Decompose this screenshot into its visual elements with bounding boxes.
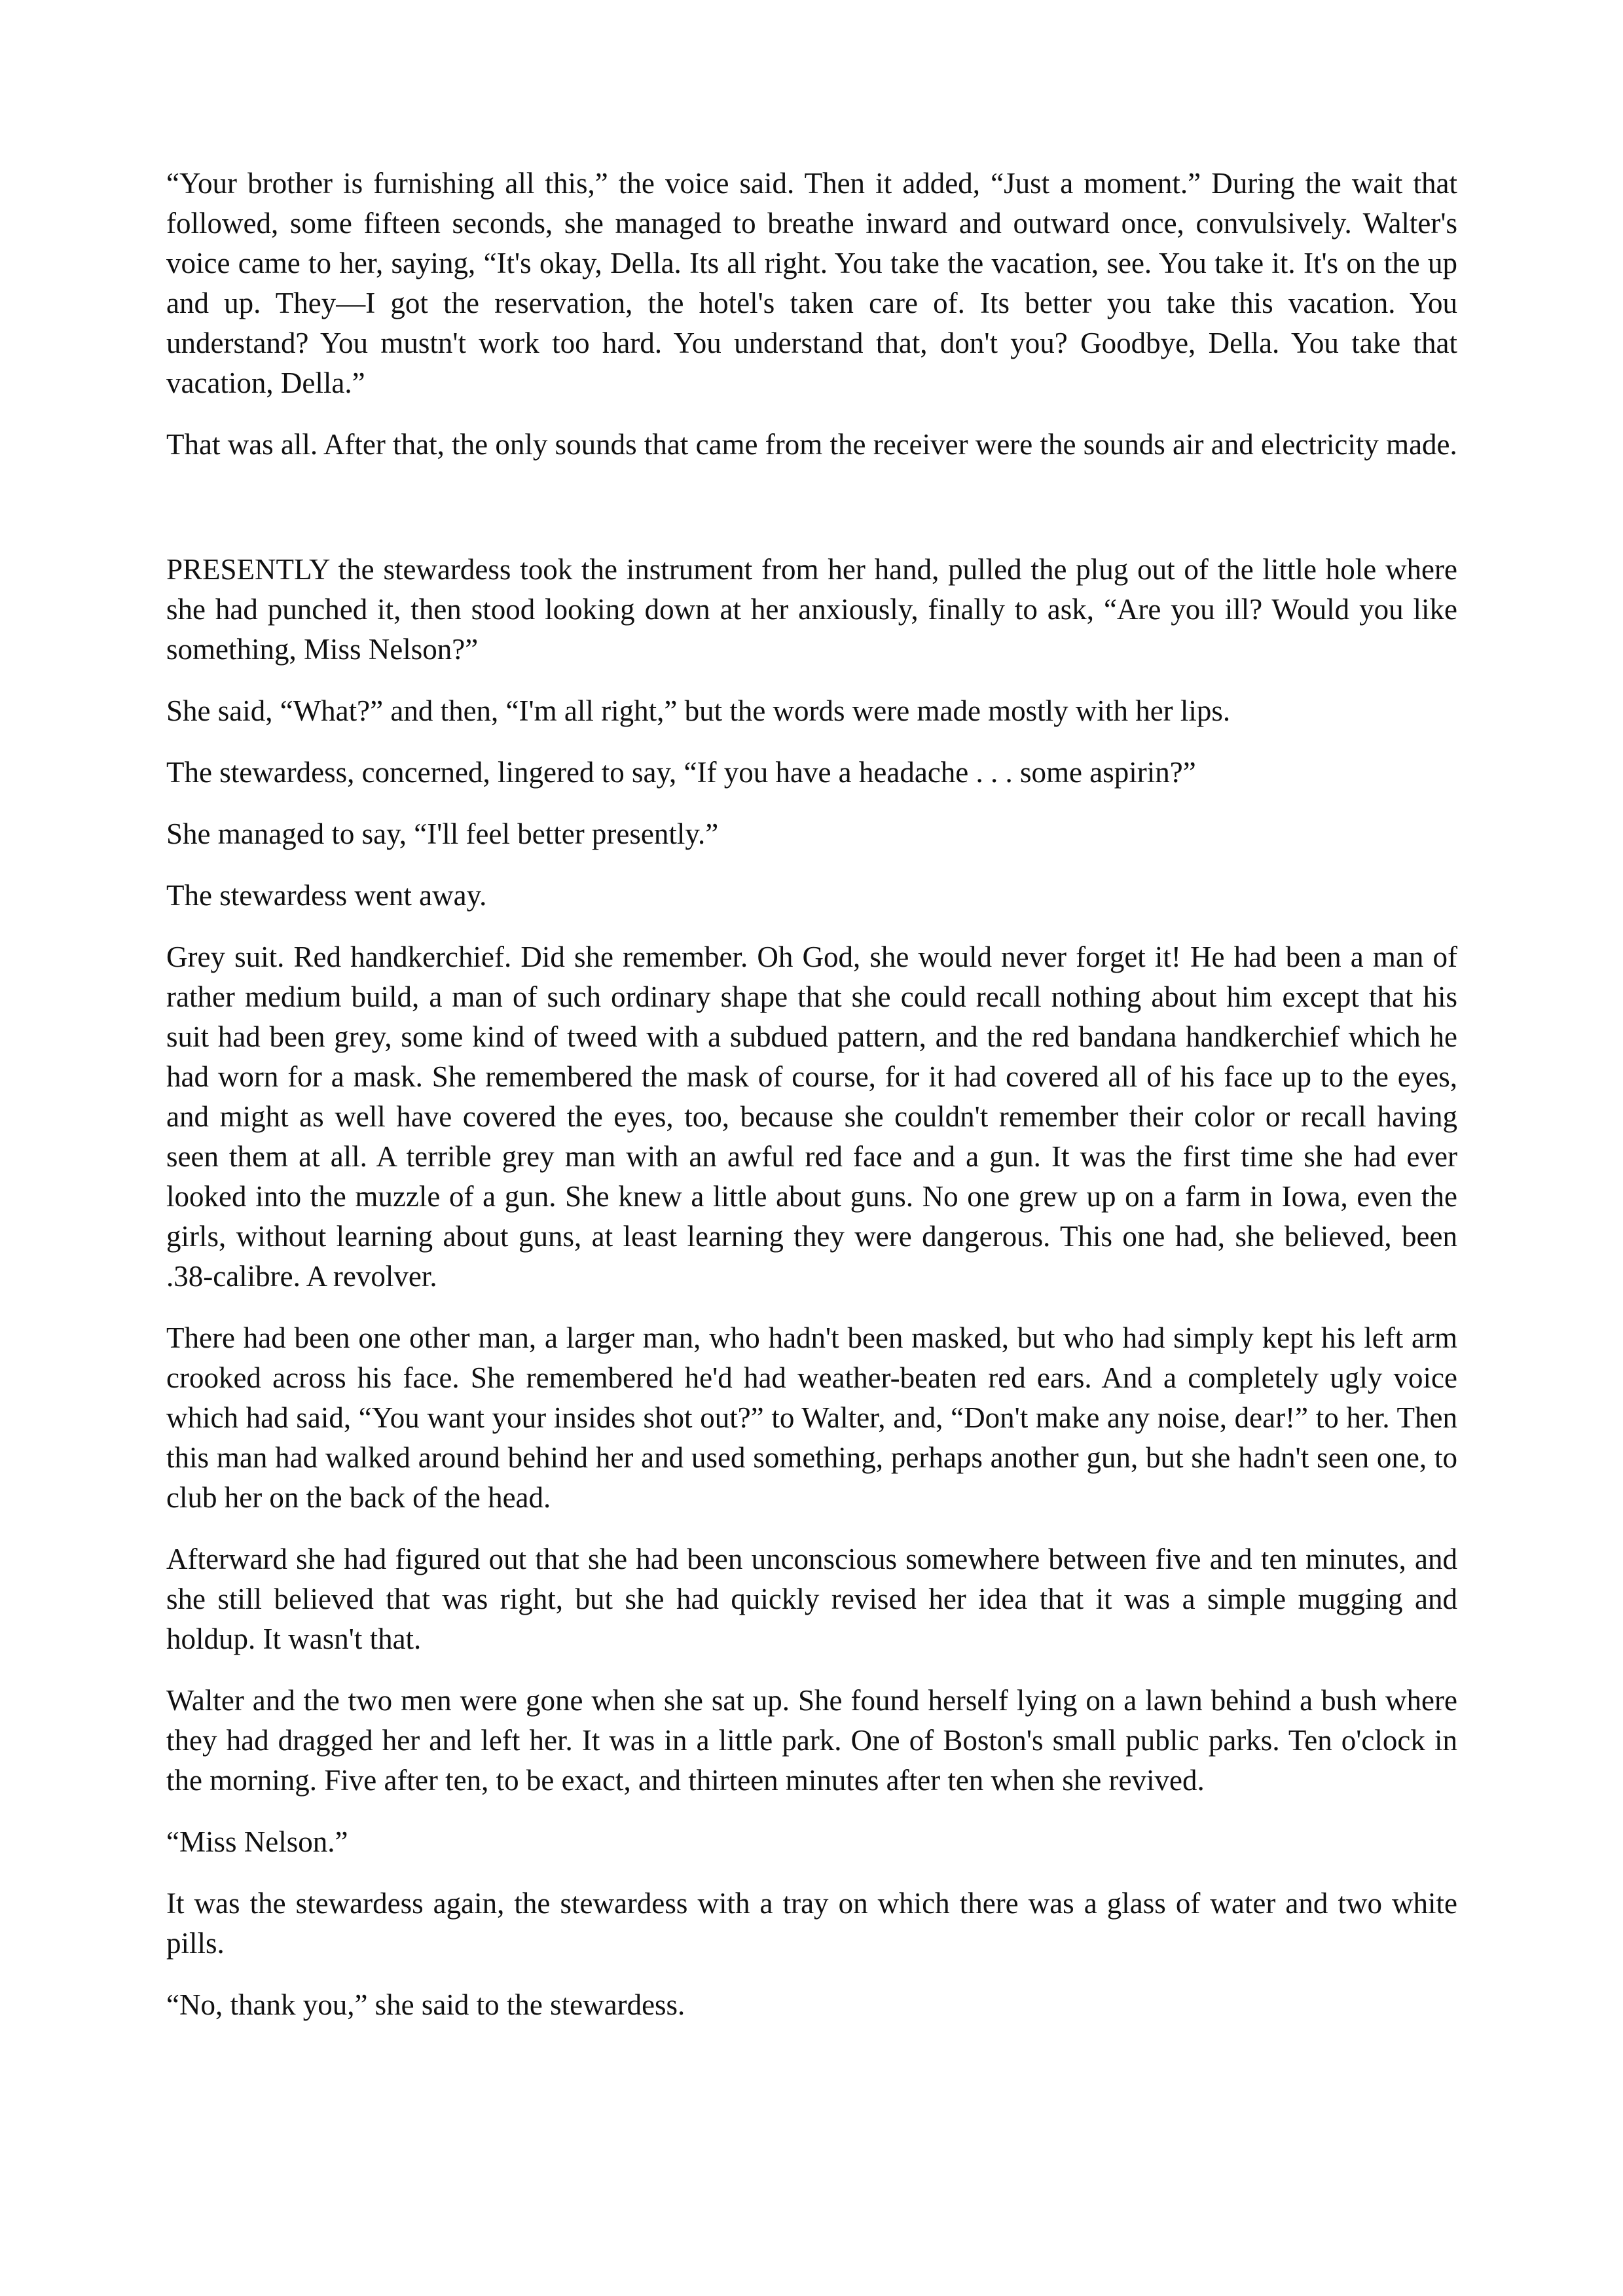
document-page: [166, 164, 1457, 2047]
paragraph: That was all. After that, the only sounds that came from the receiver were the sounds air and electricity made.: [166, 428, 1457, 461]
paragraph: The stewardess, concerned, lingered to say, “If you have a headache . . . some aspirin?”: [166, 756, 1196, 789]
paragraph: “No, thank you,” she said to the stewardess.: [166, 1988, 685, 2021]
paragraph: She said, “What?” and then, “I'm all right,” but the words were made mostly with her lips.: [166, 694, 1231, 727]
paragraph: Walter and the two men were gone when she sat up. She found herself lying on a lawn behind a bush where they had dragged her and left her. It was in a little park. One of Boston's small public parks. Ten o'clock in the morning. Five after ten, to be exact, and thirteen minutes after ten when she revived.: [166, 1684, 1457, 1797]
paragraph: It was the stewardess again, the stewardess with a tray on which there was a glass of water and two white pills.: [166, 1887, 1457, 1960]
paragraph: Afterward she had figured out that she had been unconscious somewhere between five and ten minutes, and she still believed that was right, but she had quickly revised her idea that it was a simple mugging and holdup. It wasn't that.: [166, 1543, 1457, 1655]
paragraph: Grey suit. Red handkerchief. Did she remember. Oh God, she would never forget it! He had been a man of rather medium build, a man of such ordinary shape that she could recall nothing about him except that his suit had been grey, some kind of tweed with a subdued pattern, and the red bandana handkerchief which he had worn for a mask. She remembered the mask of course, for it had covered all of his face up to the eyes, and might as well have covered the eyes, too, because she couldn't remember their color or recall having seen them at all. A terrible grey man with an awful red face and a gun. It was the first time she had ever looked into the muzzle of a gun. She knew a little about guns. No one grew up on a farm in Iowa, even the girls, without learning about guns, at least learning they were dangerous. This one had, she believed, been .38-calibre. A revolver.: [166, 941, 1457, 1293]
paragraph: PRESENTLY the stewardess took the instrument from her hand, pulled the plug out of the little hole where she had punched it, then stood looking down at her anxiously, finally to ask, “Are you ill? Would you like something, Miss Nelson?”: [166, 553, 1457, 666]
paragraph: She managed to say, “I'll feel better presently.”: [166, 817, 719, 850]
paragraph: The stewardess went away.: [166, 879, 487, 912]
paragraph: “Your brother is furnishing all this,” the voice said. Then it added, “Just a moment.” During the wait that followed, some fifteen seconds, she managed to breathe inward and outward once, convulsively. Walter's voice came to her, saying, “It's okay, Della. Its all right. You take the vacation, see. You take it. It's on the up and up. They—I got the reservation, the hotel's taken care of. Its better you take this vacation. You understand? You mustn't work too hard. You understand that, don't you? Goodbye, Della. You take that vacation, Della.”: [166, 167, 1457, 399]
paragraph: “Miss Nelson.”: [166, 1825, 348, 1858]
section-break: [166, 486, 1457, 550]
paragraph: There had been one other man, a larger man, who hadn't been masked, but who had simply kept his left arm crooked across his face. She remembered he'd had weather-beaten red ears. And a completely ugly voice which had said, “You want your insides shot out?” to Walter, and, “Don't make any noise, dear!” to her. Then this man had walked around behind her and used something, perhaps another gun, but she hadn't seen one, to club her on the back of the head.: [166, 1321, 1457, 1514]
